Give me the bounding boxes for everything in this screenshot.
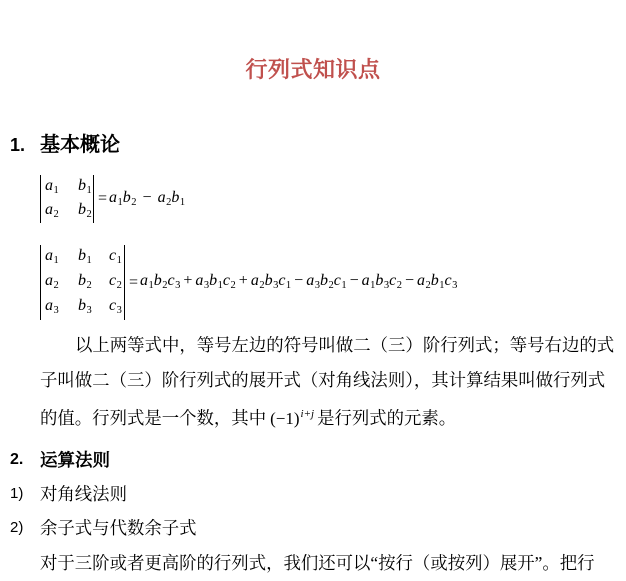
term-factor-subscript: 3 bbox=[383, 280, 390, 292]
section-title: 运算法则 bbox=[40, 450, 110, 470]
matrix-element-subscript: 3 bbox=[86, 305, 92, 317]
term-factor bbox=[140, 272, 154, 292]
term-factor-letter: c bbox=[167, 272, 175, 290]
third-order-determinant bbox=[40, 245, 125, 320]
term-factor bbox=[444, 272, 458, 292]
matrix-element-subscript: 3 bbox=[116, 305, 122, 317]
term-factor bbox=[264, 272, 279, 292]
matrix-element bbox=[78, 202, 91, 221]
term-factor-letter: a bbox=[306, 272, 315, 290]
matrix-element-subscript: 1 bbox=[116, 255, 122, 267]
subsection-cofactors bbox=[0, 515, 626, 541]
subsection-title: 对角线法则 bbox=[40, 484, 127, 504]
sign-factor-base: (−1) bbox=[270, 409, 300, 428]
term-factor bbox=[250, 272, 265, 292]
matrix-element-letter: b bbox=[78, 297, 86, 315]
matrix-element bbox=[45, 202, 78, 221]
matrix-element bbox=[78, 248, 109, 267]
matrix-element-subscript: 1 bbox=[53, 184, 59, 196]
term-factor bbox=[195, 272, 210, 292]
matrix-element bbox=[45, 298, 78, 317]
term-factor-subscript: 3 bbox=[175, 280, 181, 292]
term-factor-letter: c bbox=[278, 272, 286, 290]
term-factor bbox=[167, 272, 181, 292]
matrix-element-letter: a bbox=[45, 176, 53, 194]
operator-sign: − bbox=[142, 188, 152, 206]
matrix-element-subscript: 2 bbox=[53, 208, 59, 220]
term-factor-subscript: 1 bbox=[439, 280, 445, 292]
expansion-term bbox=[250, 272, 292, 292]
matrix-element bbox=[45, 178, 78, 197]
matrix-element bbox=[78, 298, 109, 317]
matrix-element-subscript: 2 bbox=[116, 280, 122, 292]
matrix-element bbox=[78, 178, 91, 197]
term-factor-letter: a bbox=[140, 272, 149, 290]
term-factor-subscript: 2 bbox=[425, 280, 431, 292]
paragraph-line-1: 以上两等式中，等号左边的符号叫做二（三）阶行列式；等号右边的式 bbox=[75, 335, 615, 355]
term-factor-subscript: 1 bbox=[370, 280, 376, 292]
term-factor bbox=[430, 272, 445, 292]
term-factor-subscript: 3 bbox=[273, 280, 279, 292]
matrix-element bbox=[109, 273, 122, 292]
term-factor bbox=[209, 272, 223, 292]
term-factor-subscript: 3 bbox=[203, 280, 210, 292]
matrix-element-letter: b bbox=[78, 272, 86, 290]
operator-sign: − bbox=[294, 272, 304, 290]
section-number: 1. bbox=[10, 135, 26, 155]
term-factor bbox=[375, 272, 390, 292]
expansion-term bbox=[361, 272, 402, 292]
term-factor-subscript: 1 bbox=[341, 280, 347, 292]
operator-sign: − bbox=[349, 272, 359, 290]
expansion-term bbox=[195, 272, 236, 292]
term-factor-letter: b bbox=[171, 188, 180, 206]
term-factor-letter: c bbox=[222, 272, 231, 290]
term-factor-letter: b bbox=[209, 272, 218, 290]
paragraph-text-after: 是行列式的元素。 bbox=[317, 408, 457, 428]
second-order-determinant bbox=[40, 175, 94, 223]
term-factor bbox=[319, 272, 334, 292]
term-factor-subscript: 1 bbox=[148, 280, 154, 292]
second-order-determinant-equation bbox=[40, 175, 185, 223]
matrix-element-subscript: 1 bbox=[53, 255, 59, 267]
term-factor bbox=[123, 189, 137, 206]
term-factor-letter: a bbox=[195, 272, 204, 290]
matrix-element-subscript: 2 bbox=[86, 280, 92, 292]
paragraph-text-before: 的值。行列式是一个数，其中 bbox=[40, 408, 267, 428]
expansion-term bbox=[109, 189, 137, 206]
term-factor bbox=[333, 272, 347, 292]
expansion-term bbox=[158, 189, 186, 206]
section-heading-basic-concepts bbox=[0, 132, 626, 158]
matrix-element-letter: c bbox=[109, 272, 117, 290]
term-factor-letter: a bbox=[361, 272, 370, 290]
matrix-element-letter: b bbox=[78, 247, 86, 265]
matrix-element-letter: b bbox=[78, 176, 86, 194]
matrix-element-subscript: 3 bbox=[53, 305, 59, 317]
subsection-title: 余子式与代数余子式 bbox=[40, 518, 197, 538]
term-factor-subscript: 2 bbox=[396, 280, 402, 292]
term-factor-subscript: 1 bbox=[117, 196, 123, 208]
matrix-element-letter: a bbox=[45, 200, 53, 218]
operator-sign: + bbox=[183, 272, 193, 290]
matrix-element-letter: c bbox=[109, 247, 117, 265]
equals-sign: = bbox=[98, 190, 108, 207]
term-factor-letter: b bbox=[430, 272, 439, 290]
expansion-term bbox=[306, 272, 347, 292]
paragraph-line-3 bbox=[40, 406, 456, 430]
subsection-number: 2) bbox=[10, 519, 24, 536]
matrix-element-subscript: 2 bbox=[53, 280, 59, 292]
operator-sign: + bbox=[238, 272, 248, 290]
section-heading-operation-rules bbox=[0, 447, 626, 473]
term-factor bbox=[171, 189, 185, 206]
matrix-element-subscript: 1 bbox=[86, 255, 92, 267]
term-factor-letter: c bbox=[444, 272, 452, 290]
term-factor-subscript: 1 bbox=[285, 280, 292, 292]
term-factor bbox=[278, 272, 292, 292]
term-factor-subscript: 2 bbox=[162, 280, 168, 292]
matrix-element bbox=[109, 248, 122, 267]
expansion-term bbox=[416, 272, 458, 292]
sign-factor-exponent: i+j bbox=[300, 408, 315, 420]
term-factor-letter: b bbox=[264, 272, 273, 290]
term-factor-subscript: 2 bbox=[259, 280, 265, 292]
matrix-element-subscript: 1 bbox=[86, 184, 92, 196]
term-factor-subscript: 2 bbox=[166, 196, 172, 208]
operator-sign: − bbox=[404, 272, 414, 290]
term-factor bbox=[109, 189, 123, 206]
term-factor-letter: c bbox=[333, 272, 341, 290]
matrix-element bbox=[45, 273, 78, 292]
sign-factor-expression bbox=[270, 409, 314, 428]
term-factor-letter: a bbox=[109, 188, 118, 206]
term-factor bbox=[153, 272, 168, 292]
term-factor-subscript: 2 bbox=[328, 280, 334, 292]
matrix-element bbox=[109, 298, 122, 317]
term-factor bbox=[416, 272, 431, 292]
subsection-number: 1) bbox=[10, 485, 24, 502]
matrix-element bbox=[78, 273, 109, 292]
term-factor-subscript: 1 bbox=[179, 196, 186, 208]
term-factor bbox=[222, 272, 236, 292]
second-order-expansion bbox=[109, 190, 185, 209]
third-order-determinant-equation bbox=[40, 245, 457, 320]
matrix-element-subscript: 2 bbox=[86, 208, 92, 220]
term-factor-letter: c bbox=[389, 272, 397, 290]
document-title: 行列式知识点 bbox=[245, 57, 381, 82]
term-factor-subscript: 1 bbox=[217, 280, 223, 292]
term-factor-subscript: 2 bbox=[230, 280, 236, 292]
section-number: 2. bbox=[10, 451, 24, 468]
third-order-expansion bbox=[140, 273, 457, 292]
term-factor-letter: a bbox=[157, 188, 166, 206]
matrix-element-letter: c bbox=[109, 297, 117, 315]
expansion-term bbox=[140, 272, 181, 292]
term-factor-letter: b bbox=[375, 272, 384, 290]
matrix-element-letter: a bbox=[45, 272, 53, 290]
matrix-element-letter: b bbox=[78, 200, 86, 218]
section-title: 基本概论 bbox=[40, 134, 120, 156]
matrix-element bbox=[45, 248, 78, 267]
term-factor-letter: b bbox=[319, 272, 328, 290]
term-factor bbox=[389, 272, 402, 292]
paragraph-line-2: 子叫做二（三）阶行列式的展开式（对角线法则），其计算结果叫做行列式 bbox=[40, 370, 606, 390]
paragraph2-line-1: 对于三阶或者更高阶的行列式，我们还可以“按行（或按列）展开”。把行 bbox=[40, 553, 595, 573]
equals-sign: = bbox=[129, 273, 139, 291]
term-factor-subscript: 3 bbox=[452, 280, 458, 292]
term-factor bbox=[158, 189, 172, 206]
term-factor-letter: a bbox=[416, 272, 425, 290]
term-factor-subscript: 3 bbox=[314, 280, 320, 292]
matrix-element-letter: a bbox=[45, 247, 53, 265]
term-factor bbox=[306, 272, 320, 292]
term-factor-letter: a bbox=[250, 272, 259, 290]
matrix-element-letter: a bbox=[45, 297, 53, 315]
subsection-diagonal-rule bbox=[0, 481, 626, 507]
term-factor-subscript: 2 bbox=[131, 196, 137, 208]
term-factor bbox=[361, 272, 376, 292]
term-factor-letter: b bbox=[122, 188, 131, 206]
term-factor-letter: b bbox=[153, 272, 162, 290]
